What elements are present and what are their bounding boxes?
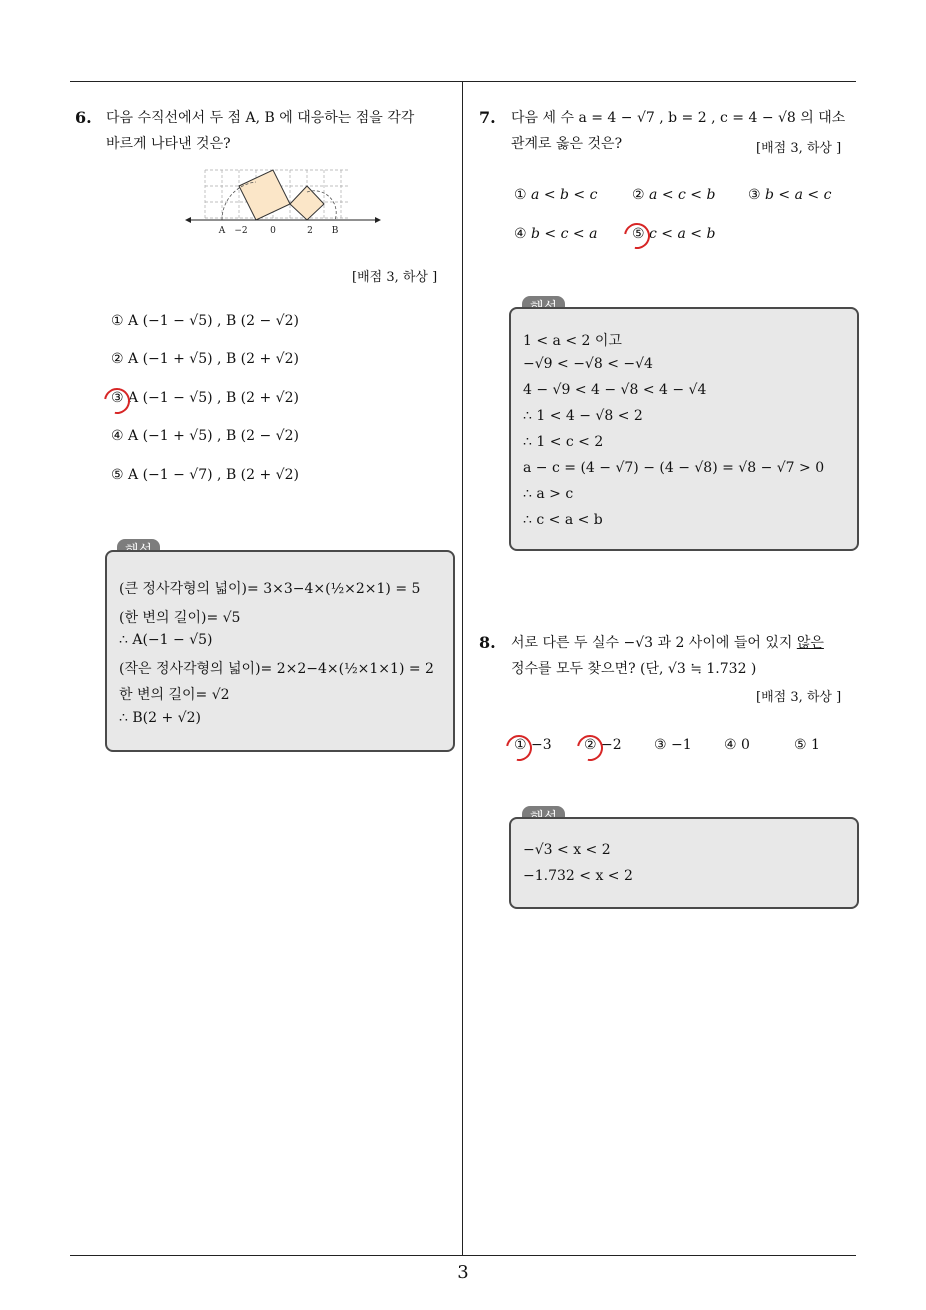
question-text-main: 서로 다른 두 실수 −√3 과 2 사이에 들어 있지 bbox=[511, 635, 797, 651]
question-number: 8. bbox=[479, 633, 496, 652]
choice-number: ③ bbox=[654, 737, 667, 753]
choice-4[interactable] bbox=[514, 226, 597, 242]
label-b: B bbox=[331, 226, 339, 236]
answer-mark bbox=[572, 730, 608, 766]
underlined-word: 않은 bbox=[796, 635, 824, 651]
choice-number: ① bbox=[111, 313, 124, 329]
large-square bbox=[239, 170, 290, 220]
solution-line: ∴ A(−1 − √5) bbox=[119, 632, 213, 648]
choice-number: ⑤ bbox=[632, 226, 645, 242]
choice-number: ⑤ bbox=[111, 467, 124, 483]
choice-2[interactable] bbox=[111, 351, 299, 367]
solution-line: ∴ c < a < b bbox=[523, 512, 603, 528]
choice-number: ⑤ bbox=[794, 737, 807, 753]
choice-1[interactable] bbox=[111, 313, 299, 329]
solution-line: (큰 정사각형의 넓이)= 3×3−4×(½×2×1) = 5 bbox=[119, 581, 421, 597]
choice-text: −1 bbox=[671, 737, 692, 753]
solution-line: 1 < a < 2 이고 bbox=[523, 333, 622, 349]
choice-number: ② bbox=[111, 351, 124, 367]
choice-5[interactable] bbox=[794, 737, 820, 753]
label-a: A bbox=[218, 226, 226, 236]
choice-text: −2 bbox=[601, 737, 622, 753]
page-number: 3 bbox=[457, 1262, 469, 1283]
score-label: [배점 3, 하상 ] bbox=[756, 690, 842, 705]
axis-arrow-left bbox=[185, 217, 191, 223]
choice-4[interactable] bbox=[724, 737, 750, 753]
solution-line: 한 변의 길이= √2 bbox=[119, 687, 230, 703]
choice-number: ① bbox=[514, 187, 527, 203]
choice-5[interactable] bbox=[111, 467, 299, 483]
choice-3[interactable] bbox=[654, 737, 692, 753]
question-text-line1 bbox=[511, 630, 824, 657]
choice-1[interactable] bbox=[514, 187, 597, 203]
choice-3[interactable] bbox=[111, 390, 299, 406]
question-text-line2: 관계로 옳은 것은? bbox=[511, 136, 623, 152]
question-text-line1: 다음 수직선에서 두 점 A, B 에 대응하는 점을 각각 bbox=[106, 110, 415, 126]
label-minus-2: −2 bbox=[234, 226, 248, 236]
choice-text: a < b < c bbox=[531, 187, 598, 203]
solution-line: ∴ 1 < 4 − √8 < 2 bbox=[523, 408, 643, 424]
column-divider bbox=[462, 82, 463, 1255]
choice-number: ① bbox=[514, 737, 527, 753]
choice-text: A (−1 − √7) , B (2 + √2) bbox=[128, 467, 299, 483]
choice-4[interactable] bbox=[111, 428, 299, 444]
choice-text: 0 bbox=[741, 737, 750, 753]
solution-line: (한 변의 길이)= √5 bbox=[119, 610, 241, 626]
score-label: [배점 3, 하상 ] bbox=[756, 141, 842, 156]
solution-line: −1.732 < x < 2 bbox=[523, 868, 633, 884]
solution-line: (작은 정사각형의 넓이)= 2×2−4×(½×1×1) = 2 bbox=[119, 661, 434, 677]
solution-line: 4 − √9 < 4 − √8 < 4 − √4 bbox=[523, 382, 707, 398]
solution-line: a − c = (4 − √7) − (4 − √8) = √8 − √7 > 0 bbox=[523, 460, 825, 476]
choice-number: ④ bbox=[111, 428, 124, 444]
question-number: 6. bbox=[75, 108, 92, 127]
solution-box bbox=[105, 550, 455, 752]
choice-3[interactable] bbox=[748, 187, 831, 203]
solution-line: −√3 < x < 2 bbox=[523, 842, 611, 858]
question-text-line2: 바르게 나타낸 것은? bbox=[106, 136, 231, 152]
top-rule bbox=[70, 81, 856, 82]
axis-arrow-right bbox=[375, 217, 381, 223]
question-number: 7. bbox=[479, 108, 496, 127]
question-text-line1: 다음 세 수 a = 4 − √7 , b = 2 , c = 4 − √8 의 대소 bbox=[511, 110, 846, 126]
choice-number: ② bbox=[632, 187, 645, 203]
choice-number: ④ bbox=[514, 226, 527, 242]
number-line-figure bbox=[185, 166, 385, 238]
choice-text: A (−1 + √5) , B (2 − √2) bbox=[128, 428, 299, 444]
choice-number: ② bbox=[584, 737, 597, 753]
choice-text: b < c < a bbox=[531, 226, 598, 242]
choice-number: ③ bbox=[111, 390, 124, 406]
solution-line: ∴ a > c bbox=[523, 486, 574, 502]
choice-text: A (−1 − √5) , B (2 − √2) bbox=[128, 313, 299, 329]
label-2: 2 bbox=[307, 226, 313, 236]
answer-mark bbox=[501, 730, 537, 766]
solution-line: −√9 < −√8 < −√4 bbox=[523, 356, 653, 372]
choice-text: a < c < b bbox=[649, 187, 716, 203]
choice-2[interactable] bbox=[632, 187, 715, 203]
choice-text: b < a < c bbox=[765, 187, 832, 203]
choice-number: ③ bbox=[748, 187, 761, 203]
answer-mark bbox=[99, 383, 135, 419]
bottom-rule bbox=[70, 1255, 856, 1256]
choice-text: A (−1 − √5) , B (2 + √2) bbox=[128, 390, 299, 406]
solution-box bbox=[509, 307, 859, 551]
choice-number: ④ bbox=[724, 737, 737, 753]
label-0: 0 bbox=[270, 226, 276, 236]
solution-line: ∴ B(2 + √2) bbox=[119, 710, 201, 726]
choice-text: 1 bbox=[811, 737, 820, 753]
solution-line: ∴ 1 < c < 2 bbox=[523, 434, 604, 450]
answer-mark bbox=[619, 218, 655, 254]
score-label: [배점 3, 하상 ] bbox=[352, 270, 438, 285]
choice-text: c < a < b bbox=[649, 226, 716, 242]
choice-text: −3 bbox=[531, 737, 552, 753]
question-text-line2: 정수를 모두 찾으면? (단, √3 ≒ 1.732 ) bbox=[511, 661, 757, 677]
solution-box bbox=[509, 817, 859, 909]
choice-text: A (−1 + √5) , B (2 + √2) bbox=[128, 351, 299, 367]
